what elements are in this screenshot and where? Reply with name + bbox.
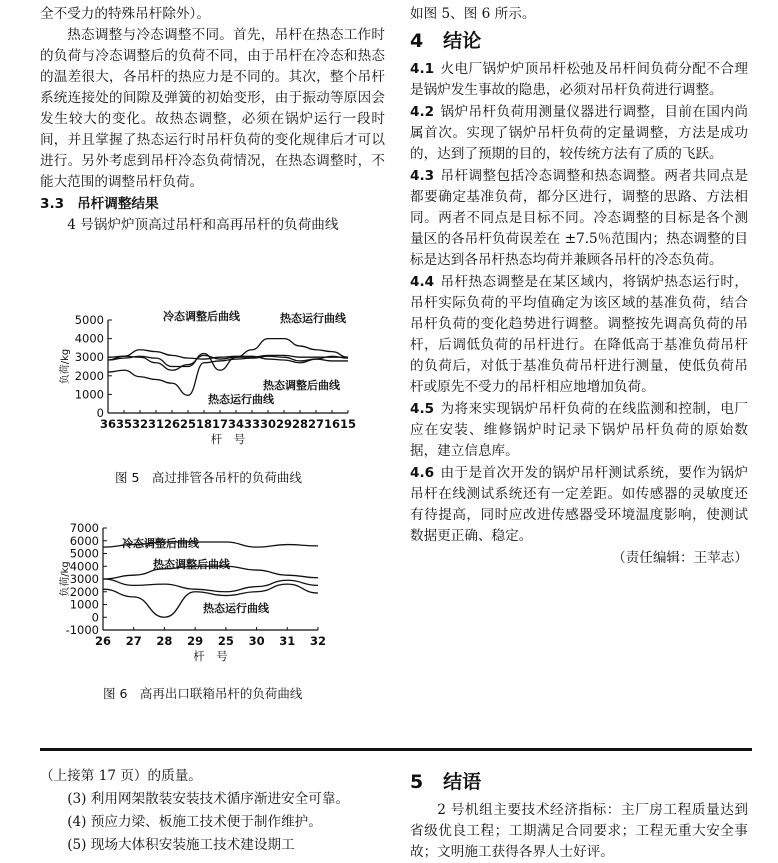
x-tick-label: 32 <box>309 634 327 648</box>
x-axis-label: 杆 号 <box>193 649 228 663</box>
x-tick-label: 18 <box>195 417 213 431</box>
series-label: 热态运行曲线 <box>280 312 346 325</box>
item-text: 由于是首次开发的锅炉吊杆测试系统，要作为锅炉吊杆在线测试系统还有一定差距。如传感器的灵敏度还有待提高，同时应改进传感器受环境温度影响，使测试数据更正确、稳定。 <box>410 465 748 544</box>
y-axis-label: 负荷/kg <box>60 348 71 385</box>
series-line <box>103 579 318 592</box>
right-column-text <box>410 4 748 569</box>
x-tick-label: 29 <box>275 417 293 431</box>
x-tick-label: 30 <box>259 417 277 431</box>
x-tick-label: 26 <box>94 634 112 648</box>
figure-5-caption: 图 5 高过排管各吊杆的负荷曲线 <box>115 470 302 485</box>
list-item: (4) 预应力梁、板施工技术便于制作维护。 <box>67 814 322 830</box>
heading-title: 结语 <box>443 771 482 793</box>
x-tick-label: 32 <box>131 417 149 431</box>
conclusion-item <box>410 463 748 547</box>
conclusion-heading <box>410 27 748 55</box>
item-text: 吊杆调整包括冷态调整和热态调整。两者共同点是都要确定基准负荷，都分区进行，调整的思路、方法相同。两者不同点是目标不同。冷态调整的目标是各个测量区的各吊杆负荷误差在 ±7.5％范围内；热态调整的目标是达到各吊杆热态均荷并兼顾各吊杆的冷态负荷。 <box>410 168 748 268</box>
series-label: 热态运行曲线 <box>203 602 269 615</box>
paragraph: 2 号机组主要技术经济指标：主厂房工程质量达到省级优良工程；工期满足合同要求；工程无重大安全事故；文明施工获得各界人士好评。 <box>410 802 748 860</box>
y-tick-label: 3000 <box>74 350 104 365</box>
x-tick-label: 31 <box>147 417 165 431</box>
series-label: 热态调整后曲线 <box>153 558 230 571</box>
conclusion-item <box>410 102 748 165</box>
x-tick-label: 29 <box>187 634 204 648</box>
series-label: 冷态调整后曲线 <box>163 310 240 323</box>
y-tick-label: 5000 <box>74 313 104 327</box>
conclusion-item <box>410 399 748 462</box>
bottom-left-text <box>40 766 385 856</box>
item-number: 4.3 <box>410 168 435 184</box>
y-tick-label: 4000 <box>69 559 99 574</box>
item-text: 为将来实现锅炉吊杆负荷的在线监测和控制，电厂应在安装、维修锅炉时记录下锅炉吊杆负荷的原始数据，建立信息库。 <box>410 401 748 459</box>
item-text: 火电厂锅炉炉顶吊杆松弛及吊杆间负荷分配不合理是锅炉发生事故的隐患，必须对吊杆负荷进行调整。 <box>410 61 748 98</box>
y-axis-label: 负荷/kg <box>60 561 71 597</box>
series-label: 冷态调整后曲线 <box>122 537 199 550</box>
text-line: 如图 5、图 6 所示。 <box>410 6 536 22</box>
heading-title: 结论 <box>443 30 482 52</box>
conclusion-item <box>410 272 748 398</box>
bottom-right-text <box>410 766 748 863</box>
x-tick-label: 16 <box>323 417 341 431</box>
y-tick-label: 5000 <box>69 546 99 561</box>
item-number: 4.6 <box>410 465 435 481</box>
editor-note: （责任编辑：王苹志） <box>612 550 748 566</box>
item-number: 4.1 <box>410 61 435 77</box>
y-tick-label: 0 <box>91 610 99 625</box>
item-number: 4.2 <box>410 104 435 120</box>
y-tick-label: 0 <box>96 406 104 420</box>
series-label: 热态运行曲线 <box>208 393 274 406</box>
x-tick-label: 31 <box>279 634 296 648</box>
conclusion-item <box>410 166 748 271</box>
list-item: (5) 现场大体积安装施工技术建设期工 <box>67 837 295 853</box>
y-tick-label: 6000 <box>69 533 99 548</box>
heading-number: 5 <box>410 771 424 793</box>
x-tick-label: 28 <box>291 417 309 431</box>
y-tick-label: 4000 <box>74 331 104 346</box>
item-text: 吊杆热态调整是在某区域内，将锅炉热态运行时，吊杆实际负荷的平均值确定为该区域的基准负荷，结合吊杆负荷的变化趋势进行调整。调整按先调高负荷的吊杆，后调低负荷的吊杆进行。在降低高于基准负荷吊杆的负荷后，对低于基准负荷吊杆进行测量，使低负荷吊杆或原先不受力的吊杆相应地增加负荷。 <box>410 274 748 395</box>
text-line: （上接第 17 页）的质量。 <box>40 768 202 784</box>
y-tick-label: 2000 <box>74 368 104 383</box>
x-axis-label: 杆 号 <box>210 432 246 446</box>
section-divider <box>40 748 752 751</box>
item-text: 锅炉吊杆负荷用测量仪器进行调整，目前在国内尚属首次。实现了锅炉吊杆负荷的定量调整，方法是成功的，达到了预期的目的，较传统方法有了质的飞跃。 <box>410 104 748 162</box>
y-tick-label: 3000 <box>69 572 99 586</box>
x-tick-label: 25 <box>179 417 197 431</box>
x-tick-label: 17 <box>211 417 229 431</box>
list-item: (3) 利用网架散装安装技术循序渐进安全可靠。 <box>67 791 350 807</box>
section-number: 3.3 <box>40 196 65 212</box>
x-tick-label: 34 <box>227 417 245 431</box>
x-tick-label: 36 <box>99 417 117 431</box>
y-tick-label: 2000 <box>69 584 99 599</box>
y-tick-label: -1000 <box>65 623 99 637</box>
section-heading <box>40 194 385 215</box>
left-column-text <box>40 4 385 236</box>
conclusion-item <box>410 59 748 101</box>
y-tick-label: 1000 <box>69 597 99 612</box>
x-tick-label: 27 <box>125 634 142 648</box>
series-line <box>108 339 348 371</box>
figure-5-chart <box>58 305 368 455</box>
text-line: 全不受力的特殊吊杆除外）。 <box>40 6 210 22</box>
item-number: 4.4 <box>410 274 435 290</box>
x-tick-label: 33 <box>243 417 261 431</box>
item-number: 4.5 <box>410 401 435 417</box>
paragraph: 热态调整与冷态调整不同。首先，吊杆在热态工作时的负荷与冷态调整后的负荷不同，由于吊杆在冷态和热态的温差很大，各吊杆的热应力是不同的。其次，整个吊杆系统连接处的间隙及弹簧的初始变形，由于振动等原因会发生较大的变化。故热态调整，必须在锅炉运行一段时间，并且掌握了热态运行时吊杆负荷的变化规律后才可以进行。另外考虑到吊杆冷态负荷情况，在热态调整时，不能大范围的调整吊杆负荷。 <box>40 27 385 190</box>
figure-6-caption: 图 6 高再出口联箱吊杆的负荷曲线 <box>103 686 303 701</box>
x-tick-label: 35 <box>115 417 133 431</box>
figure-6-chart <box>58 518 338 663</box>
closing-heading <box>410 768 748 796</box>
x-tick-label: 15 <box>339 417 357 431</box>
heading-number: 4 <box>410 30 424 52</box>
section-title: 吊杆调整结果 <box>77 196 159 212</box>
x-tick-label: 26 <box>163 417 181 431</box>
y-tick-label: 7000 <box>69 521 99 535</box>
x-tick-label: 28 <box>156 634 173 648</box>
x-tick-label: 30 <box>248 634 265 648</box>
x-tick-label: 27 <box>307 417 325 431</box>
series-label: 热态调整后曲线 <box>263 379 340 392</box>
x-tick-label: 25 <box>217 634 234 648</box>
y-tick-label: 1000 <box>74 387 104 402</box>
paragraph: 4 号锅炉炉顶高过吊杆和高再吊杆的负荷曲线 <box>67 217 339 233</box>
